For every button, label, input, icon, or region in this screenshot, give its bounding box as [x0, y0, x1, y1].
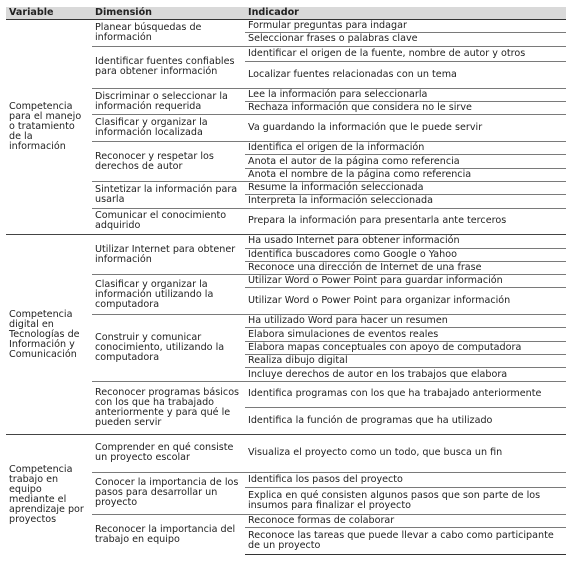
indicator-cell: Anota el nombre de la página como referencia	[245, 168, 566, 181]
indicator-cell: Formular preguntas para indagar	[245, 20, 566, 33]
indicator-cell: Anota el autor de la página como referencia	[245, 155, 566, 168]
variable-cell: Competencia digital en Tecnologías de Información y Comunicación	[6, 235, 92, 435]
indicator-cell: Reconoce formas de colaborar	[245, 514, 566, 527]
table-row	[6, 235, 566, 248]
indicator-cell: Reconoce una dirección de Internet de una frase	[245, 261, 566, 274]
indicator-cell: Lee la información para seleccionarla	[245, 88, 566, 101]
indicator-cell: Identifica la función de programas que ha utilizado	[245, 408, 566, 435]
indicator-cell: Explica en qué consisten algunos pasos que son parte de los insumos para finalizar el proyecto	[245, 488, 566, 515]
indicator-cell: Identifica programas con los que ha trabajado anteriormente	[245, 381, 566, 408]
header-variable: Variable	[6, 7, 92, 20]
header-row	[6, 7, 566, 20]
dimension-cell: Construir y comunicar conocimiento, utilizando la computadora	[92, 315, 245, 382]
indicator-cell: Va guardando la información que le puede servir	[245, 115, 566, 142]
dimension-cell: Comprender en qué consiste un proyecto escolar	[92, 434, 245, 472]
indicator-cell: Reconoce las tareas que puede llevar a cabo como participante de un proyecto	[245, 528, 566, 555]
dimension-cell: Discriminar o seleccionar la información requerida	[92, 88, 245, 115]
table-row	[6, 434, 566, 472]
indicator-cell: Elabora simulaciones de eventos reales	[245, 328, 566, 341]
variable-cell: Competencia trabajo en equipo mediante el aprendizaje por proyectos	[6, 434, 92, 554]
indicator-cell: Prepara la información para presentarla ante terceros	[245, 208, 566, 235]
dimension-cell: Utilizar Internet para obtener información	[92, 235, 245, 275]
indicator-cell: Rechaza información que considera no le sirve	[245, 102, 566, 115]
indicator-cell: Elabora mapas conceptuales con apoyo de computadora	[245, 341, 566, 354]
dimension-cell: Reconocer y respetar los derechos de autor	[92, 142, 245, 182]
indicator-cell: Utilizar Word o Power Point para organizar información	[245, 288, 566, 315]
indicator-cell: Ha utilizado Word para hacer un resumen	[245, 315, 566, 328]
indicator-cell: Seleccionar frases o palabras clave	[245, 33, 566, 46]
dimension-cell: Identificar fuentes confiables para obtener información	[92, 46, 245, 88]
dimension-cell: Clasificar y organizar la información utilizando la computadora	[92, 275, 245, 315]
indicator-cell: Incluye derechos de autor en los trabajos que elabora	[245, 368, 566, 381]
dimension-cell: Reconocer la importancia del trabajo en equipo	[92, 514, 245, 554]
indicator-cell: Interpreta la información seleccionada	[245, 195, 566, 208]
dimension-cell: Sintetizar la información para usarla	[92, 181, 245, 208]
table-row	[6, 20, 566, 33]
dimension-cell: Planear búsquedas de información	[92, 20, 245, 47]
indicator-cell: Utilizar Word o Power Point para guardar información	[245, 275, 566, 288]
indicator-cell: Resume la información seleccionada	[245, 181, 566, 194]
table-body	[6, 20, 566, 555]
dimension-cell: Clasificar y organizar la información localizada	[92, 115, 245, 142]
variable-cell: Competencia para el manejo o tratamiento de la información	[6, 20, 92, 235]
indicator-cell: Realiza dibujo digital	[245, 355, 566, 368]
dimension-cell: Reconocer programas básicos con los que ha trabajado anteriormente y para qué le pueden servir	[92, 381, 245, 434]
indicator-cell: Ha usado Internet para obtener información	[245, 235, 566, 248]
indicator-cell: Identificar el origen de la fuente, nombre de autor y otros	[245, 46, 566, 62]
dimension-cell: Comunicar el conocimiento adquirido	[92, 208, 245, 235]
indicator-cell: Localizar fuentes relacionadas con un tema	[245, 62, 566, 89]
indicator-cell: Visualiza el proyecto como un todo, que busca un fin	[245, 434, 566, 472]
competency-table	[6, 7, 566, 555]
header-indicator: Indicador	[245, 7, 566, 20]
indicator-cell: Identifica buscadores como Google o Yahoo	[245, 248, 566, 261]
header-dimension: Dimensión	[92, 7, 245, 20]
dimension-cell: Conocer la importancia de los pasos para desarrollar un proyecto	[92, 472, 245, 514]
indicator-cell: Identifica el origen de la información	[245, 142, 566, 155]
indicator-cell: Identifica los pasos del proyecto	[245, 472, 566, 488]
